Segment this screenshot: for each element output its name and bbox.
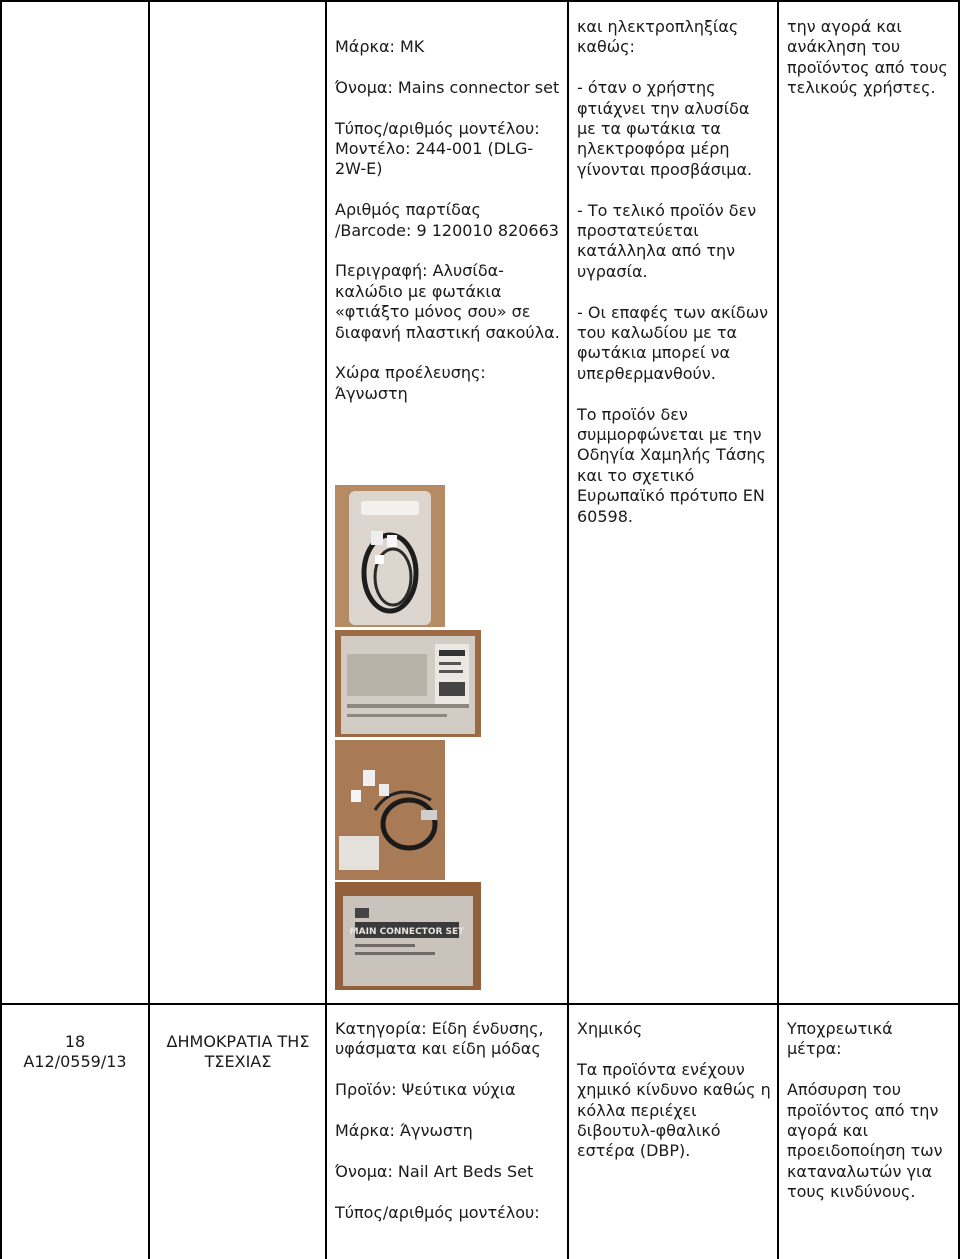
column-rule xyxy=(325,0,327,1259)
product-details-cell xyxy=(335,37,560,404)
paragraph: Όνομα: Nail Art Beds Set xyxy=(335,1161,534,1181)
paragraph: Χώρα προέλευσης: Άγνωστη xyxy=(335,363,486,403)
paragraph: Κατηγορία: Είδη ένδυσης, υφάσματα και είδη μόδας xyxy=(335,1019,544,1059)
row-rule xyxy=(0,0,960,2)
package-back-label-photo xyxy=(335,630,481,737)
cable-and-parts-photo xyxy=(335,740,445,880)
package-label-text: MAIN CONNECTOR SET xyxy=(349,927,465,937)
paragraph: και ηλεκτροπληξίας καθώς: xyxy=(577,17,739,57)
paragraph: Υποχρεωτικά μέτρα: xyxy=(787,1019,893,1059)
package-front-label-photo xyxy=(335,882,481,990)
country-cell xyxy=(152,1032,324,1073)
paragraph: την αγορά και ανάκληση του προϊόντος από τους τελικούς χρήστες. xyxy=(787,17,948,98)
paragraph: Μάρκα: Άγνωστη xyxy=(335,1121,473,1140)
column-rule xyxy=(777,0,779,1259)
paragraph: Απόσυρση του προϊόντος από την αγορά και προειδοποίηση των καταναλωτών για τους κινδύνους. xyxy=(787,1080,943,1202)
paragraph: Περιγραφή: Αλυσίδα-καλώδιο με φωτάκια «φτιάξτο μόνος σου» σε διαφανή πλαστική σακούλα. xyxy=(335,261,560,342)
country-name: ΔΗΜΟΚΡΑΤΙΑ ΤΗΣ ΤΣΕΧΙΑΣ xyxy=(166,1032,310,1072)
paragraph: Τύπος/αριθμός μοντέλου: Μοντέλο: 244-001 (DLG-2W-E) xyxy=(335,118,540,179)
measures-cell xyxy=(787,1019,952,1203)
risk-description-cell xyxy=(577,17,773,527)
paragraph: Τύπος/αριθμός μοντέλου: xyxy=(335,1202,540,1222)
paragraph: Μάρκα: ΜΚ xyxy=(335,37,425,56)
paragraph: - Το τελικό προϊόν δεν προστατεύεται κατάλληλα από την υγρασία. xyxy=(577,200,757,281)
paragraph: Τα προϊόντα ενέχουν χημικό κίνδυνο καθώς η κόλλα περιέχει διβουτυλ-φθαλικό εστέρα (DBP). xyxy=(577,1059,771,1161)
product-details-cell xyxy=(335,1019,560,1223)
column-rule xyxy=(148,0,150,1259)
row-number: 18 xyxy=(64,1032,86,1051)
paragraph: Αριθμός παρτίδας /Barcode: 9 120010 820663 xyxy=(335,200,559,240)
packaged-cable-photo xyxy=(335,485,445,627)
paragraph: Προϊόν: Ψεύτικα νύχια xyxy=(335,1080,516,1100)
paragraph: - Οι επαφές των ακίδων του καλωδίου με τα φωτάκια μπορεί να υπερθερμανθούν. xyxy=(577,302,769,383)
measures-cell xyxy=(787,17,952,99)
column-rule xyxy=(567,0,569,1259)
paragraph: Όνομα: Mains connector set xyxy=(335,77,560,97)
paragraph: Χημικός xyxy=(577,1019,643,1038)
paragraph: Το προϊόν δεν συμμορφώνεται με την Οδηγία Χαμηλής Τάσης και το σχετικό Ευρωπαϊκό πρότυπο EN 60598. xyxy=(577,404,766,526)
paragraph: - όταν ο χρήστης φτιάχνει την αλυσίδα με τα φωτάκια τα ηλεκτροφόρα μέρη γίνονται προσβάσιμα. xyxy=(577,78,753,179)
notification-reference: A12/0559/13 xyxy=(23,1052,127,1072)
risk-description-cell xyxy=(577,1019,773,1162)
row-number-cell xyxy=(2,1032,148,1073)
row-rule xyxy=(0,1003,960,1005)
